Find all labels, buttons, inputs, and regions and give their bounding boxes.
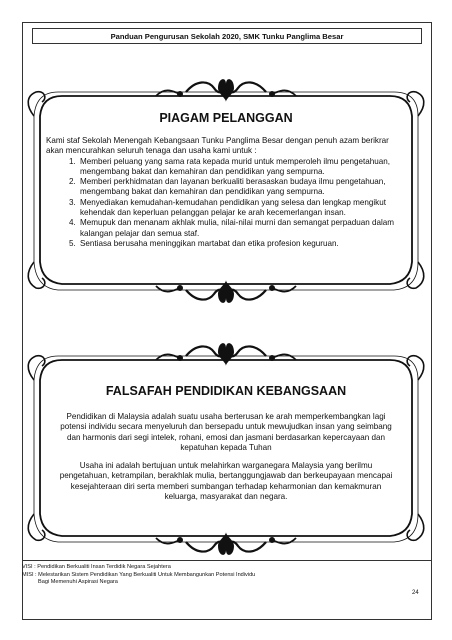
list-item: 2. Memberi perkhidmatan dan layanan berkualiti berasaskan budaya ilmu pengetahuan, mengembang bakat dan kemahiran dan pendidikan yang sempurna. xyxy=(78,177,408,198)
piagam-intro: Kami staf Sekolah Menengah Kebangsaan Tunku Panglima Besar dengan penuh azam berikrar akan mencurahkan seluruh tenaga dan usaha kami untuk : xyxy=(46,136,389,156)
page-header: Panduan Pengurusan Sekolah 2020, SMK Tunku Panglima Besar xyxy=(32,28,422,44)
piagam-title: PIAGAM PELANGGAN xyxy=(159,111,293,125)
list-item: 1. Memberi peluang yang sama rata kepada murid untuk memperoleh ilmu pengetahuan, mengembang bakat dan kemahiran dan pendidikan yang sempurna. xyxy=(78,157,408,178)
falsafah-paragraph-1: Pendidikan di Malaysia adalah suatu usaha berterusan ke arah memperkembangkan lagi potensi individu secara menyeluruh dan bersepadu untuk mewujudkan insan yang seimbang dan harmonis dari segi intelek, rohani, emosi dan jasmani berdasarkan kepercayaan dan kepatuhan kepada Tuhan xyxy=(60,412,392,452)
falsafah-title: FALSAFAH PENDIDIKAN KEBANGSAAN xyxy=(105,384,347,398)
piagam-body xyxy=(46,136,408,249)
list-item: 4. Memupuk dan menanam akhlak mulia, nilai-nilai murni dan semangat perpaduan dalam kalangan pelajar dan semua staf. xyxy=(78,218,408,239)
falsafah-body xyxy=(54,412,398,510)
piagam-list xyxy=(46,157,408,250)
page-number: 24 xyxy=(412,590,419,596)
footer-visi: VISI : Pendidikan Berkualiti Insan Terdidik Negara Sejahtera xyxy=(22,564,171,570)
page-footer xyxy=(22,560,432,587)
footer-misi: MISI : Melestarikan Sistem Pendidikan Yang Berkualiti Untuk Membangunkan Potensi Individu xyxy=(22,571,256,578)
list-item: 5. Sentiasa berusaha meninggikan martabat dan etika profesion keguruan. xyxy=(78,239,408,249)
footer-misi-continued: Bagi Memenuhi Aspirasi Negara xyxy=(38,579,118,586)
list-item: 3. Menyediakan kemudahan-kemudahan pendidikan yang selesa dan lengkap mengikut kehendak dan keperluan pelanggan pelajar ke arah kecemerlangan insan. xyxy=(78,198,408,219)
falsafah-paragraph-2: Usaha ini adalah bertujuan untuk melahirkan warganegara Malaysia yang berilmu pengetahuan, ketrampilan, berakhlak mulia, bertanggungjawab dan berkeupayaan mencapai kesejahteraan diri serta memberi sumbangan terhadap keharmonian dan kemakmuran keluarga, masyarakat dan negara. xyxy=(59,461,393,502)
